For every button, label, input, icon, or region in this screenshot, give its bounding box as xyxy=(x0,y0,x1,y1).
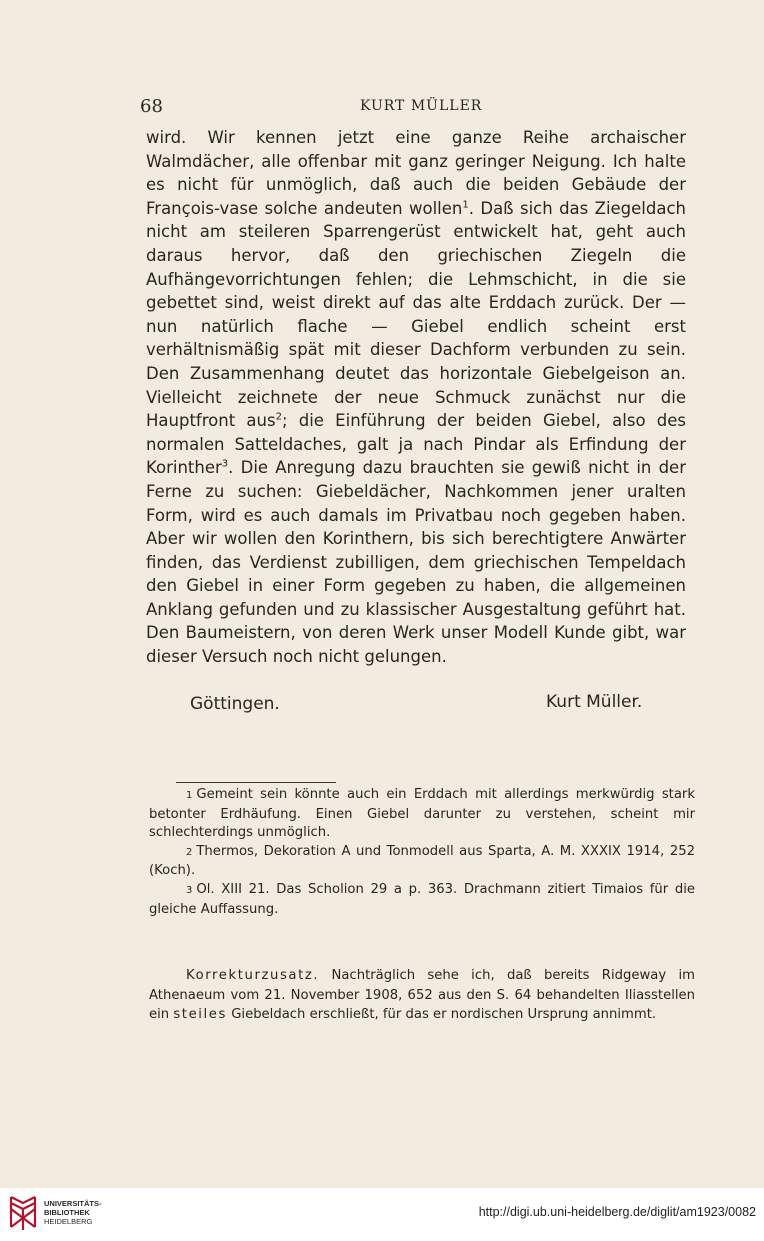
footnote-ref[interactable]: 1 xyxy=(462,199,469,211)
correction-addendum xyxy=(149,966,695,1025)
footnote-text: Thermos, Dekoration A und Tonmodell aus Sparta, A. M. XXXIX 1914, 252 (Koch). xyxy=(149,843,695,879)
page-number: 68 xyxy=(140,96,163,117)
main-paragraph xyxy=(146,126,686,669)
footnote-number: 2 xyxy=(186,846,193,858)
paragraph-text: . Daß sich das Ziegeldach nicht am steileren Sparrengerüst entwickelt hat, geht auch daraus hervor, daß den griechischen Ziegeln die Aufhängevorrichtungen fehlen; die Lehmschicht, in die sie gebettet sind, weist direkt auf das alte Erddach zurück. Der — nun natürlich flache — Giebel endlich scheint erst verhältnismäßig spät mit dieser Dachform verbunden zu sein. Den Zusammenhang deutet das horizontale Giebelgeison an. Vielleicht zeichnete der neue Schmuck zunächst nur die Hauptfront aus xyxy=(146,198,687,431)
footnote xyxy=(149,843,695,881)
running-title: KURT MÜLLER xyxy=(360,98,483,114)
footnote-number: 3 xyxy=(186,884,193,896)
paragraph-text: ; die Einführung der beiden Giebel, also des normalen Satteldaches, galt ja nach Pindar als Erfindung der Korinther xyxy=(146,411,686,478)
logo-line: BIBLIOTHEK xyxy=(44,1208,90,1217)
library-logo-text[interactable] xyxy=(44,1199,102,1226)
addendum-emphasis: steiles xyxy=(173,1007,227,1023)
logo-line: HEIDELBERG xyxy=(44,1217,93,1226)
signature-author: Kurt Müller. xyxy=(546,692,643,712)
addendum-label: Korrekturzusatz. xyxy=(186,968,320,983)
addendum-text: Giebeldach erschließt, für das er nordischen Ursprung annimmt. xyxy=(227,1007,657,1023)
footnotes xyxy=(149,786,695,919)
footnote-text: Gemeint sein könnte auch ein Erddach mit allerdings merkwürdig stark betonter Erdhäufung. Einen Giebel darunter zu verstehen, scheint mir schlechterdings unmöglich. xyxy=(149,787,695,841)
library-logo-icon[interactable] xyxy=(8,1194,38,1238)
footnote-number: 1 xyxy=(186,790,193,801)
paragraph-text: . Die Anregung dazu brauchten sie gewiß nicht in der Ferne zu suchen: Giebeldächer, Nachkommen jener uralten Form, wird es auch damals im Privatbau noch gegeben haben. Aber wir wollen den Korinthern, bis sich berechtigtere Anwärter finden, das Verdienst zubilligen, dem griechischen Tempeldach den Giebel in einer Form gegeben zu haben, die allgemeinen Anklang gefunden und zu klassischer Ausgestaltung geführt hat. Den Baumeistern, von deren Werk unser Modell Kunde gibt, war dieser Versuch noch nicht gelungen. xyxy=(146,458,686,667)
footnote-ref[interactable]: 2 xyxy=(275,411,282,423)
logo-line: UNIVERSITÄTS- xyxy=(44,1199,102,1208)
addendum-text: Nachträglich sehe ich, daß bereits Ridgeway im Athenaeum vom 21. November 1908, 652 aus den S. 64 behandelten Iliasstellen ein xyxy=(149,968,695,1023)
paragraph-text: wird. Wir kennen jetzt eine ganze Reihe archaischer Walmdächer, alle offenbar mit ganz geringer Neigung. Ich halte es nicht für unmöglich, daß auch die beiden Gebäude der François-vase solche andeuten wollen xyxy=(146,128,686,218)
source-url-link[interactable]: http://digi.ub.uni-heidelberg.de/diglit/am1923/0082 xyxy=(478,1205,756,1219)
footnote xyxy=(149,881,695,919)
footnote-divider xyxy=(176,782,336,783)
footnote-text: Ol. XIII 21. Das Scholion 29 a p. 363. Drachmann zitiert Timaios für die gleiche Auffassung. xyxy=(149,881,695,917)
footnote-ref[interactable]: 3 xyxy=(221,458,229,470)
signature-place: Göttingen. xyxy=(190,694,280,714)
footnote xyxy=(149,786,695,843)
footer-bar xyxy=(0,1188,764,1241)
